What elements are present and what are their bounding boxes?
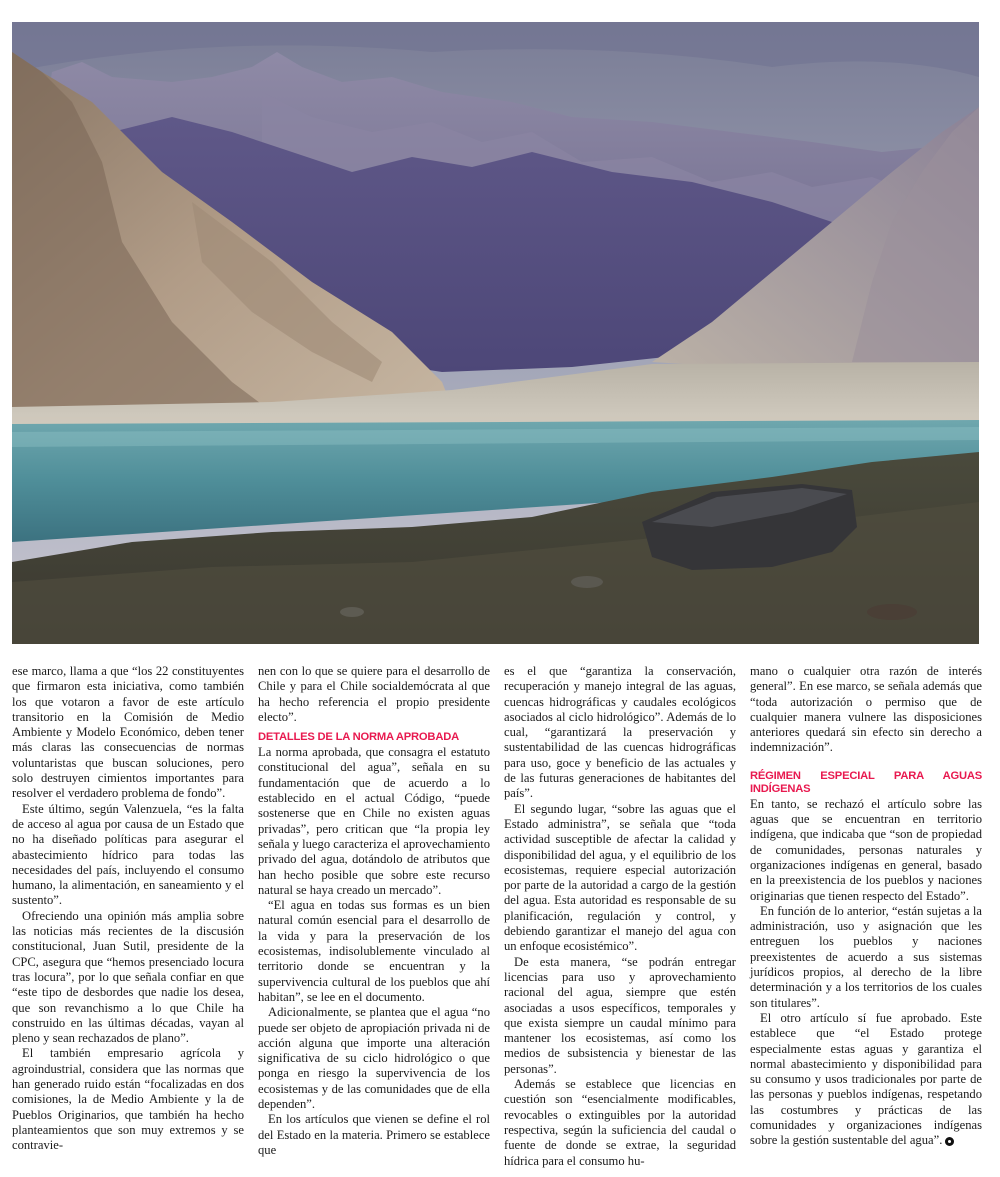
paragraph: La norma aprobada, que consagra el estatuto constitucional del agua”, señala en su fundamentación que de acuerdo a lo establecido en el actual Código, “puede sostenerse que en Chile no existen aguas privadas”, pero critican que “la propia ley señala y luego caracteriza el aprovechamiento privado del agua, dotándolo de atributos que han hecho posible que sobre este recurso natural se haya creado un mercado”.: [258, 745, 490, 897]
paragraph: En función de lo anterior, “están sujetas a la administración, uso y asignación que les entreguen los pueblos y naciones preexistentes de acuerdo a sus sistemas jurídicos propios, al derecho de la libre determinación y a los territorios de los cuales son titulares”.: [750, 903, 982, 1010]
paragraph: En los artículos que vienen se define el rol del Estado en la materia. Primero se establece que: [258, 1112, 490, 1157]
paragraph: El también empresario agrícola y agroindustrial, considera que las normas que han generado ruido están “focalizadas en dos comisiones, la de Medio Ambiente y la de Pueblos Originarios, que también ha hecho planteamientos que son muy extremos y se contravie-: [12, 1046, 244, 1153]
paragraph: Este último, según Valenzuela, “es la falta de acceso al agua por causa de un Estado que no ha diseñado políticas para asegurar el abastecimiento hídrico para todas las necesidades del país, incluyendo el consumo humano, la alimentación, en saneamiento y el sustento”.: [12, 801, 244, 908]
paragraph: De esta manera, “se podrán entregar licencias para uso y aprovechamiento racional del agua, siempre que estén asociadas a usos específicos, temporales y que exista siempre un caudal mínimo para mantener los ecosistemas, así como los medios de subsistencia y bienestar de las personas”.: [504, 954, 736, 1076]
paragraph-final-text: El otro artículo sí fue aprobado. Este establece que “el Estado protege especialmente estas aguas y garantiza el normal abastecimiento y disponibilidad para su consumo y usos tradicionales por parte de las personas y pueblos indígenas, respetando las costumbres y prácticas de las comunidades y organizaciones indígenas sobre la gestión sustentable del agua”.: [750, 1010, 982, 1148]
column-4: [750, 664, 982, 1164]
column-3: [504, 664, 736, 1168]
paragraph: En tanto, se rechazó el artículo sobre las aguas que se encuentran en territorio indígena, que indicaba que “son de propiedad de comunidades, personas naturales y organizaciones indígenas en general, basado en la preexistencia de los pueblos y naciones originarias que tienen respecto del Estado”.: [750, 796, 982, 903]
paragraph-final: [750, 1011, 982, 1149]
paragraph: El segundo lugar, “sobre las aguas que el Estado administra”, se señala que “toda actividad susceptible de afectar la calidad y disponibilidad del agua, y el equilibrio de los ecosistemas, requiere especial autorización por parte de la autoridad a cargo de la gestión del agua. Esta autoridad es responsable de su planificación, regulación y control, y debiendo garantizar el manejo del agua con un enfoque ecosistémico”.: [504, 801, 736, 954]
column-1: [12, 664, 244, 1164]
paragraph: Además se establece que licencias en cuestión son “esencialmente modificables, revocables o extinguibles por la autoridad respectiva, según la suficiencia del caudal o fuente de donde se extrae, la seguridad hídrica para el consumo hu-: [504, 1077, 736, 1168]
paragraph: Adicionalmente, se plantea que el agua “no puede ser objeto de apropiación privada ni de acción alguna que importe una alteración significativa de su ciclo hidrológico o que ponga en riesgo la supervivencia de los ecosistemas y de las comunidades que de ella dependen”.: [258, 1005, 490, 1112]
paragraph: Ofreciendo una opinión más amplia sobre las noticias más recientes de la discusión constitucional, Juan Sutil, presidente de la CPC, asegura que “hemos presenciado locura tras locura”, por lo que señala confiar en que “este tipo de desbordes que nadie los desea, que son revanchismo a lo que Chile ha construido en las últimas décadas, vayan al pleno y sean rechazados de plano”.: [12, 908, 244, 1046]
subheading-regimen: RÉGIMEN ESPECIAL PARA AGUAS INDÍGENAS: [750, 769, 982, 795]
paragraph: es el que “garantiza la conservación, recuperación y manejo integral de las aguas, cuencas hidrográficas y caudales ecológicos asociados al ciclo hidrológico”. Además de lo cual, “garantizará la preservación y sustentabilidad de las cuencas hidrográficas para uso, goce y beneficio de las actuales y de las futuras generaciones de habitantes del país”.: [504, 664, 736, 801]
paragraph: “El agua en todas sus formas es un bien natural común esencial para el desarrollo de la vida y para la preservación de los ecosistemas, indisolublemente vinculado al territorio donde se encuentran y la supervivencia cultural de los pueblos que ahí habitan”, se lee en el documento.: [258, 898, 490, 1004]
subheading-detalles: DETALLES DE LA NORMA APROBADA: [258, 731, 459, 744]
article-body: [12, 664, 984, 1168]
end-of-article-icon: [945, 1137, 954, 1146]
mountain-lake-photo: [12, 22, 979, 644]
paragraph: mano o cualquier otra razón de interés general”. En ese marco, se señala además que “toda autorización o permiso que de cualquier manera vulnere las disposiciones anteriores quedará sin efecto sin derecho a indemnización”.: [750, 664, 982, 755]
paragraph: ese marco, llama a que “los 22 constituyentes que firmaron esta iniciativa, como también los que votaron a favor de este artículo transitorio en la Comisión de Medio Ambiente y Modelo Económico, deben tener más claras las consecuencias de normas voluntaristas que buscan soluciones, pero solo destruyen cimientos importantes para resolver el verdadero problema de fondo”.: [12, 664, 244, 801]
paragraph: nen con lo que se quiere para el desarrollo de Chile y para el Chile socialdemócrata al que ha hecho referencia el propio presidente electo”.: [258, 664, 490, 724]
column-2: [258, 664, 490, 1164]
